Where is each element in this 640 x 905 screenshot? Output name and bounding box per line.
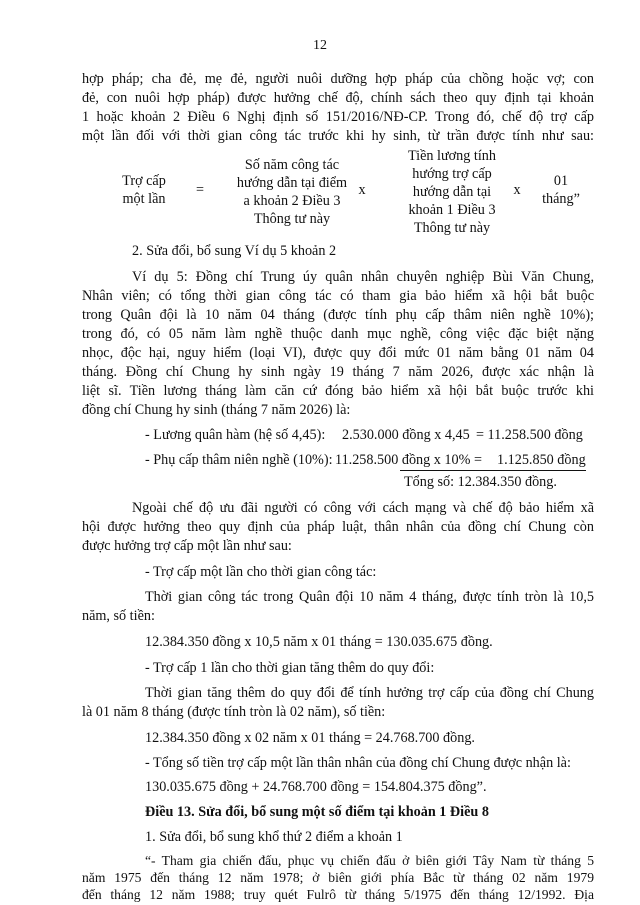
total-calc: 130.035.675 đồng + 24.768.700 đồng = 154.804.375 đồng”. bbox=[145, 779, 487, 795]
calc-result: = 11.258.500 đồng bbox=[476, 427, 583, 443]
calc-expr: 11.258.500 đồng x 10% = bbox=[335, 452, 482, 468]
calc-total: Tổng số: 12.384.350 đồng. bbox=[404, 474, 557, 490]
sum-rule bbox=[400, 470, 586, 471]
item-heading: - Tổng số tiền trợ cấp một lần thân nhân của đồng chí Chung được nhận là: bbox=[145, 755, 571, 771]
benefit-line: hội được hưởng theo quy định của pháp luật, thân nhân của đồng chí Chung còn bbox=[82, 519, 594, 535]
calc-result: 1.125.850 đồng bbox=[497, 452, 586, 468]
benefit-formula bbox=[82, 144, 594, 234]
formula-lhs: Trợ cấp một lần bbox=[122, 173, 166, 207]
example-line: liệt sĩ. Tiền lương tháng làm căn cứ đóng bảo hiểm xã hội bắt buộc trước khi bbox=[82, 383, 594, 399]
calc-label: - Lương quân hàm (hệ số 4,45): bbox=[145, 427, 326, 443]
page-number: 12 bbox=[313, 38, 327, 53]
article-item: 1. Sửa đổi, bổ sung khổ thứ 2 điểm a khoản 1 bbox=[145, 829, 403, 845]
example-line: nhọc, độc hại, nguy hiểm (loại VI), được quy đổi mức 01 năm bằng 01 năm 04 bbox=[82, 345, 594, 361]
extra-calc: 12.384.350 đồng x 02 năm x 01 tháng = 24.768.700 đồng. bbox=[145, 730, 475, 746]
formula-times: x bbox=[513, 182, 521, 198]
example-line: Ví dụ 5: Đồng chí Trung úy quân nhân chuyên nghiệp Bùi Văn Chung, bbox=[132, 269, 594, 285]
extra-line: Thời gian tăng thêm do quy đổi để tính hưởng trợ cấp của đồng chí Chung bbox=[145, 685, 594, 701]
work-line: năm, số tiền: bbox=[82, 608, 155, 624]
formula-times: x bbox=[358, 182, 366, 198]
quote-line: đến tháng 12 năm 1988; truy quét Fulrô từ tháng 5/1975 đến tháng 12/1992. Địa bbox=[82, 887, 594, 902]
item-heading: - Trợ cấp một lần cho thời gian công tác: bbox=[145, 564, 377, 580]
formula-term-salary: Tiền lương tính hướng trợ cấp hướng dẫn tại khoản 1 Điều 3 Thông tư này bbox=[408, 148, 496, 236]
calc-label: - Phụ cấp thâm niên nghề (10%): bbox=[145, 452, 333, 468]
intro-line: đẻ, con nuôi hợp pháp) được hưởng chế độ, chính sách theo quy định tại khoản bbox=[82, 90, 594, 106]
formula-equals: = bbox=[195, 182, 204, 198]
quote-line: năm 1975 đến tháng 12 năm 1978; ở biên giới phía Bắc từ tháng 02 năm 1979 bbox=[82, 870, 594, 885]
formula-term-months: 01 tháng” bbox=[542, 173, 580, 207]
quote-line: “- Tham gia chiến đấu, phục vụ chiến đấu ở biên giới Tây Nam từ tháng 5 bbox=[145, 853, 594, 868]
item-heading: - Trợ cấp 1 lần cho thời gian tăng thêm do quy đổi: bbox=[145, 660, 435, 676]
extra-line: là 01 năm 8 tháng (được tính tròn là 02 năm), số tiền: bbox=[82, 704, 386, 720]
intro-line: 1 hoặc khoản 2 Điều 6 Nghị định số 151/2016/NĐ-CP. Trong đó, chế độ trợ cấp bbox=[82, 109, 594, 125]
intro-line: hợp pháp; cha đẻ, mẹ đẻ, người nuôi dưỡng hợp pháp của chồng hoặc vợ; con bbox=[82, 71, 594, 87]
benefit-line: được hưởng trợ cấp một lần như sau: bbox=[82, 538, 292, 554]
example-line: đồng chí Chung hy sinh (tháng 7 năm 2026) là: bbox=[82, 402, 351, 418]
example-line: trong Quân đội là 10 năm 04 tháng (được tính phụ cấp thâm niên nghề 10%); bbox=[82, 307, 594, 323]
section-heading: 2. Sửa đổi, bổ sung Ví dụ 5 khoản 2 bbox=[132, 243, 337, 259]
benefit-line: Ngoài chế độ ưu đãi người có công với cách mạng và chế độ bảo hiểm xã bbox=[132, 500, 594, 516]
example-line: trong đó, có 05 năm làm nghề thuộc danh mục nghề, công việc đặc biệt nặng bbox=[82, 326, 594, 342]
calc-expr: 2.530.000 đồng x 4,45 bbox=[342, 427, 470, 443]
work-line: Thời gian công tác trong Quân đội 10 năm 4 tháng, được tính tròn là 10,5 bbox=[145, 589, 594, 605]
formula-term-years: Số năm công tác hướng dẫn tại điểm a khoản 2 Điều 3 Thông tư này bbox=[236, 157, 348, 227]
work-calc: 12.384.350 đồng x 10,5 năm x 01 tháng = 130.035.675 đồng. bbox=[145, 634, 493, 650]
example-line: Nhân viên; có tổng thời gian công tác có tham gia bảo hiểm xã hội bắt buộc bbox=[82, 288, 594, 304]
article-heading: Điều 13. Sửa đổi, bổ sung một số điểm tại khoản 1 Điều 8 bbox=[145, 804, 489, 820]
example-line: tháng. Đồng chí Chung hy sinh ngày 19 tháng 7 năm 2026, được xác nhận là bbox=[82, 364, 594, 380]
intro-line: một lần đối với thời gian công tác trước khi hy sinh, từ trần được tính như sau: bbox=[82, 128, 594, 144]
